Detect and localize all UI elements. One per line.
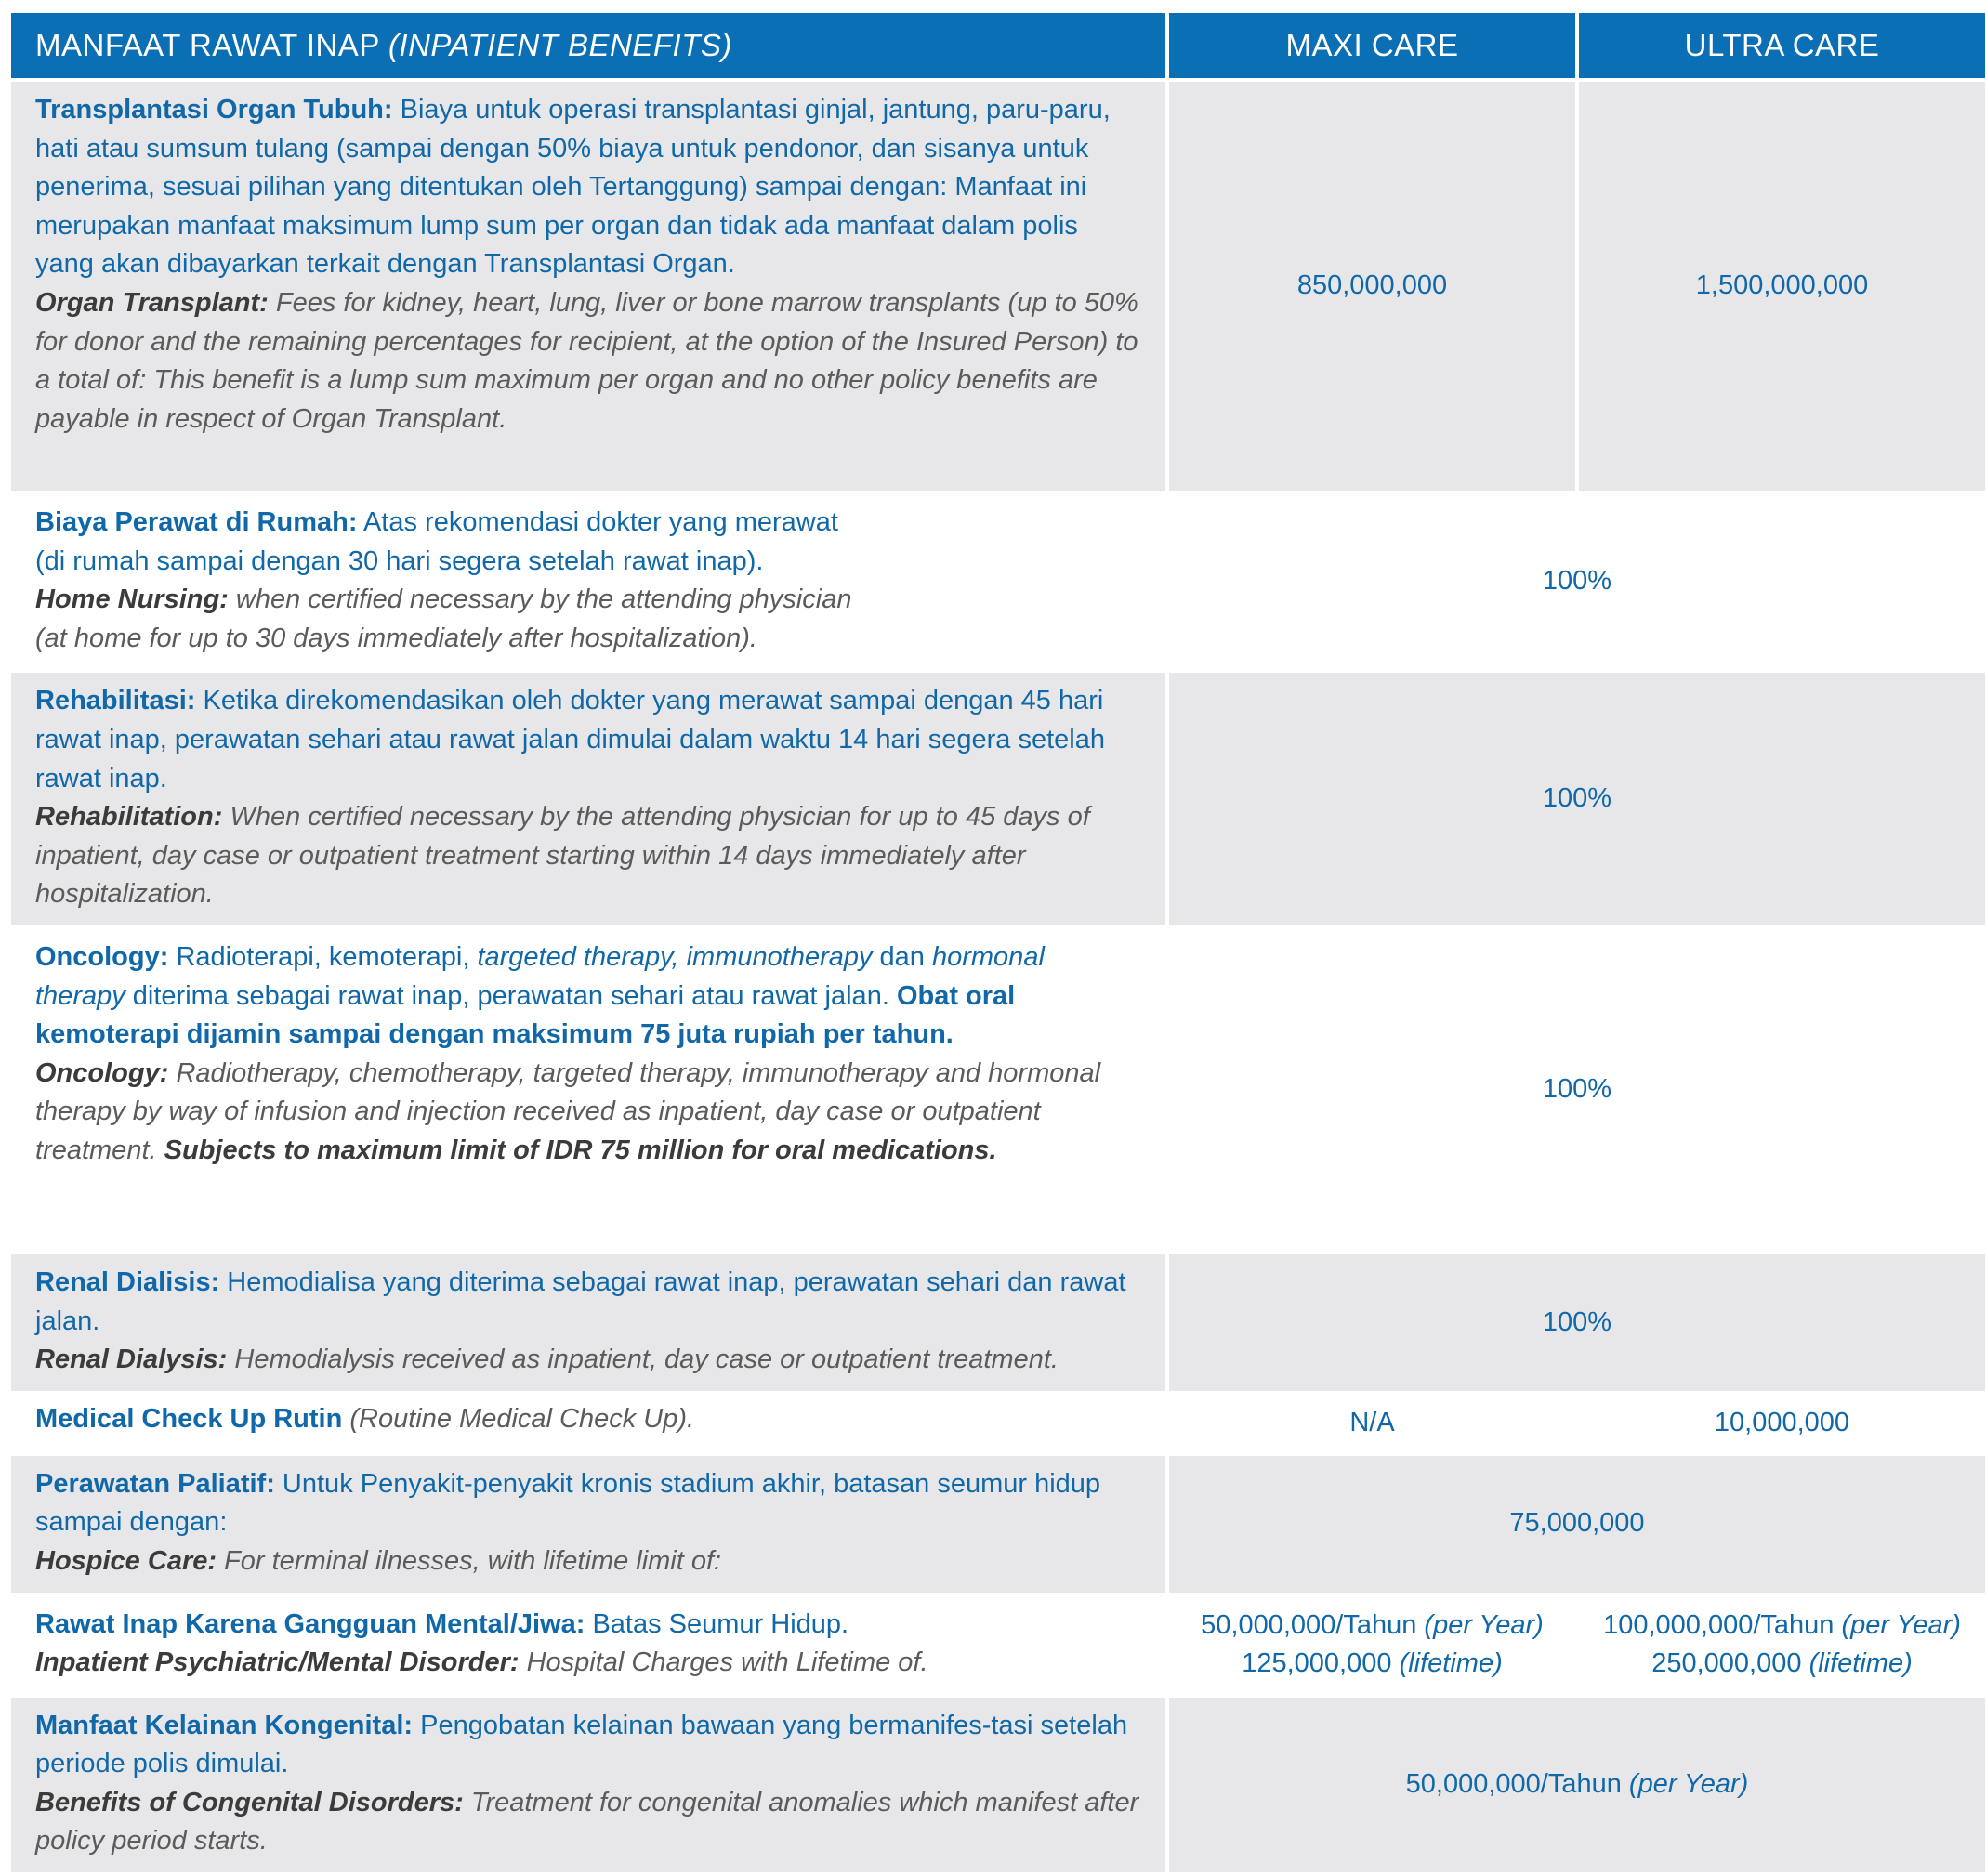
inpatient-benefits-table	[11, 13, 1985, 1876]
oncology-value: 100%	[1167, 927, 1985, 1253]
organ-transplant-id-text: Transplantasi Organ Tubuh: Biaya untuk operasi transplantasi ginjal, jantung, paru-paru, hati atau sumsum tulang (sampai dengan 50% biaya untuk pendonor, dan sisanya untuk penerima, sesuai pilihan yang ditentukan oleh Tertanggung) sampai dengan: Manfaat ini merupakan manfaat maksimum lump sum per organ dan tidak ada manfaat dalam polis yang akan dibayarkan terkait dengan Transplantasi Organ.	[35, 95, 1111, 280]
renal-dialysis-value: 100%	[1167, 1253, 1985, 1393]
table-row-medical-check-up	[11, 1393, 1985, 1454]
home-nursing-value: 100%	[1167, 492, 1985, 671]
header-benefit-column	[11, 13, 1167, 80]
table-row-renal-dialysis	[11, 1253, 1985, 1393]
rehabilitation-description: Rehabilitasi: Ketika direkomendasikan oleh dokter yang merawat sampai dengan 45 hari rawat inap, perawatan sehari atau rawat jalan dimulai dalam waktu 14 hari segera setelah rawat inap. Rehabilitation: When certified necessary by the attending physician for up to 45 days of inpatient, day case or outpatient treatment starting within 14 days immediately after hospitalization.	[11, 671, 1167, 927]
organ-transplant-maxi-value: 850,000,000	[1167, 80, 1577, 492]
congenital-description: Manfaat Kelainan Kongenital: Pengobatan kelainan bawaan yang bermanifes-tasi setelah periode polis dimulai. Benefits of Congenital Disorders: Treatment for congenital anomalies which manifest after policy period starts.	[11, 1696, 1167, 1874]
home-nursing-description: Biaya Perawat di Rumah: Atas rekomendasi dokter yang merawat (di rumah sampai dengan 30 hari segera setelah rawat inap). Home Nursing: when certified necessary by the attending physician (at home for up to 30 days immediately after hospitalization).	[11, 492, 1167, 671]
organ-transplant-description	[11, 80, 1167, 492]
header-benefit-title: MANFAAT RAWAT INAP	[35, 28, 380, 62]
header-benefit-title-en: (INPATIENT BENEFITS)	[388, 28, 732, 62]
table-row-rehabilitation	[11, 671, 1985, 927]
rehabilitation-value: 100%	[1167, 671, 1985, 927]
table-row-palliative-care	[11, 1454, 1985, 1594]
oncology-description: Oncology: Radioterapi, kemoterapi, targeted therapy, immunotherapy dan hormonal therapy diterima sebagai rawat inap, perawatan sehari atau rawat jalan. Obat oral kemoterapi dijamin sampai dengan maksimum 75 juta rupiah per tahun. Oncology: Radiotherapy, chemotherapy, targeted therapy, immunotherapy and hormonal therapy by way of infusion and injection received as inpatient, day case or outpatient treatment. Subjects to maximum limit of IDR 75 million for oral medications.	[11, 927, 1167, 1253]
palliative-care-description: Perawatan Paliatif: Untuk Penyakit-penyakit kronis stadium akhir, batasan seumur hidup sampai dengan: Hospice Care: For terminal ilnesses, with lifetime limit of:	[11, 1454, 1167, 1594]
header-maxi-care: MAXI CARE	[1167, 13, 1577, 80]
table-row-oncology	[11, 927, 1985, 1253]
renal-dialysis-description: Renal Dialisis: Hemodialisa yang diterima sebagai rawat inap, perawatan sehari dan rawat jalan. Renal Dialysis: Hemodialysis received as inpatient, day case or outpatient treatment.	[11, 1253, 1167, 1393]
table-row-congenital	[11, 1696, 1985, 1874]
medical-check-up-description: Medical Check Up Rutin (Routine Medical Check Up).	[11, 1393, 1167, 1454]
medical-check-up-maxi-value: N/A	[1167, 1393, 1577, 1454]
palliative-care-value: 75,000,000	[1167, 1454, 1985, 1594]
table-row-psychiatric	[11, 1594, 1985, 1696]
organ-transplant-ultra-value: 1,500,000,000	[1577, 80, 1985, 492]
psychiatric-description: Rawat Inap Karena Gangguan Mental/Jiwa: Batas Seumur Hidup. Inpatient Psychiatric/Mental Disorder: Hospital Charges with Lifetime of.	[11, 1594, 1167, 1696]
table-row-organ-transplant	[11, 80, 1985, 492]
psychiatric-ultra-value: 100,000,000/Tahun (per Year) 250,000,000 (lifetime)	[1577, 1594, 1985, 1696]
medical-check-up-ultra-value: 10,000,000	[1577, 1393, 1985, 1454]
psychiatric-maxi-value: 50,000,000/Tahun (per Year) 125,000,000 (lifetime)	[1167, 1594, 1577, 1696]
table-row-home-nursing	[11, 492, 1985, 671]
congenital-value: 50,000,000/Tahun (per Year)	[1167, 1696, 1985, 1874]
table-header-row	[11, 13, 1985, 80]
header-ultra-care: ULTRA CARE	[1577, 13, 1985, 80]
organ-transplant-en-text: Organ Transplant: Fees for kidney, heart, lung, liver or bone marrow transplants (up to 50% for donor and the remaining percentages for recipient, at the option of the Insured Person) to a total of: This benefit is a lump sum maximum per organ and no other policy benefits are payable in respect of Organ Transplant.	[35, 287, 1138, 434]
